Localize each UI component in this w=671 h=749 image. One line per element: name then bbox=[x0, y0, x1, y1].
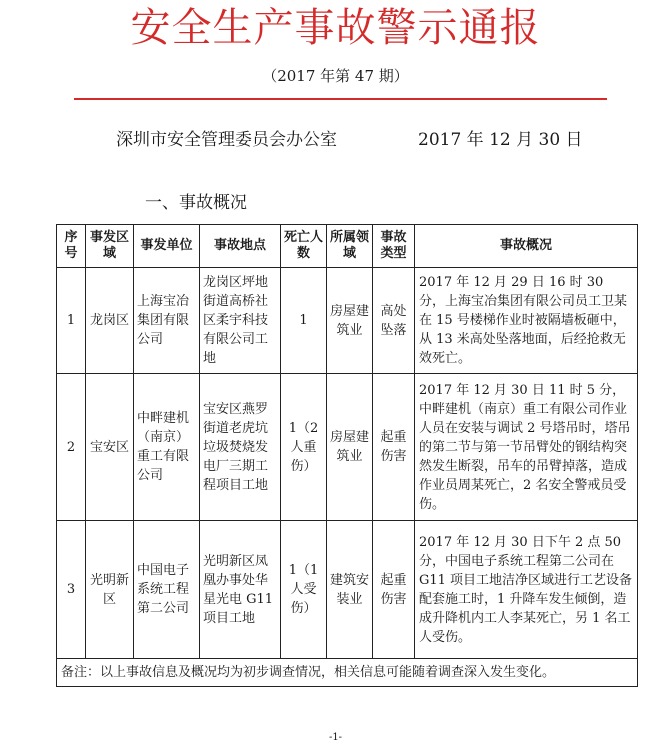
cell-field: 房屋建筑业 bbox=[327, 374, 373, 521]
col-header-unit: 事发单位 bbox=[134, 225, 200, 268]
table-header-row bbox=[57, 225, 638, 268]
col-header-area: 事发区域 bbox=[86, 225, 134, 268]
issue-number: （2017 年第 47 期） bbox=[262, 67, 409, 85]
cell-no: 2 bbox=[57, 374, 86, 521]
cell-summary: 2017 年 12 月 29 日 16 时 30 分，上海宝冶集团有限公司员工卫某在 15 号楼梯作业时被隔墙板砸中，从 13 米高处坠落地面，后经抢救无效死亡。 bbox=[415, 268, 638, 374]
cell-type: 起重伤害 bbox=[373, 374, 415, 521]
table-note-row bbox=[57, 659, 638, 687]
cell-area: 龙岗区 bbox=[86, 268, 134, 374]
cell-location: 龙岗区坪地街道高桥社区柔宇科技有限公司工地 bbox=[200, 268, 281, 374]
cell-type: 起重伤害 bbox=[373, 521, 415, 659]
cell-deaths: 1（1 人受伤） bbox=[281, 521, 327, 659]
table-row bbox=[57, 521, 638, 659]
table-row bbox=[57, 268, 638, 374]
cell-location: 宝安区燕罗街道老虎坑垃圾焚烧发电厂三期工程项目工地 bbox=[200, 374, 281, 521]
col-header-type: 事故类型 bbox=[373, 225, 415, 268]
issue-date: 2017 年 12 月 30 日 bbox=[418, 130, 583, 150]
cell-deaths: 1（2 人重伤） bbox=[281, 374, 327, 521]
col-header-no: 序号 bbox=[57, 225, 86, 268]
cell-area: 光明新区 bbox=[86, 521, 134, 659]
table-row bbox=[57, 374, 638, 521]
col-header-location: 事故地点 bbox=[200, 225, 281, 268]
col-header-field: 所属领域 bbox=[327, 225, 373, 268]
cell-field: 建筑安装业 bbox=[327, 521, 373, 659]
cell-no: 3 bbox=[57, 521, 86, 659]
cell-deaths: 1 bbox=[281, 268, 327, 374]
col-header-deaths: 死亡人数 bbox=[281, 225, 327, 268]
col-header-summary: 事故概况 bbox=[415, 225, 638, 268]
cell-area: 宝安区 bbox=[86, 374, 134, 521]
cell-summary: 2017 年 12 月 30 日下午 2 点 50 分，中国电子系统工程第二公司在 G11 项目工地洁净区域进行工艺设备配套施工时，1 升降车发生倾倒，造成升降机内工人李某死亡，另 1 名工人受伤。 bbox=[415, 521, 638, 659]
cell-location: 光明新区凤凰办事处华星光电 G11 项目工地 bbox=[200, 521, 281, 659]
cell-summary: 2017 年 12 月 30 日 11 时 5 分，中畔建机（南京）重工有限公司作业人员在安装与调试 2 号塔吊时，塔吊的第二节与第一节吊臂处的钢结构突然发生断裂，吊车的吊臂掉落，造成作业员周某死亡，2 名安全警戒员受伤。 bbox=[415, 374, 638, 521]
cell-field: 房屋建筑业 bbox=[327, 268, 373, 374]
section-title: 一、事故概况 bbox=[145, 193, 247, 213]
document-title: 安全生产事故警示通报 bbox=[130, 5, 541, 51]
table-note: 备注：以上事故信息及概况均为初步调查情况，相关信息可能随着调查深入发生变化。 bbox=[57, 659, 638, 687]
page-number: -1- bbox=[328, 732, 343, 743]
cell-no: 1 bbox=[57, 268, 86, 374]
cell-unit: 中国电子系统工程第二公司 bbox=[134, 521, 200, 659]
accident-table bbox=[56, 224, 638, 687]
issuing-office: 深圳市安全管理委员会办公室 bbox=[116, 130, 337, 150]
cell-type: 高处坠落 bbox=[373, 268, 415, 374]
cell-unit: 中畔建机（南京）重工有限公司 bbox=[134, 374, 200, 521]
cell-unit: 上海宝冶集团有限公司 bbox=[134, 268, 200, 374]
header-divider bbox=[74, 98, 607, 100]
